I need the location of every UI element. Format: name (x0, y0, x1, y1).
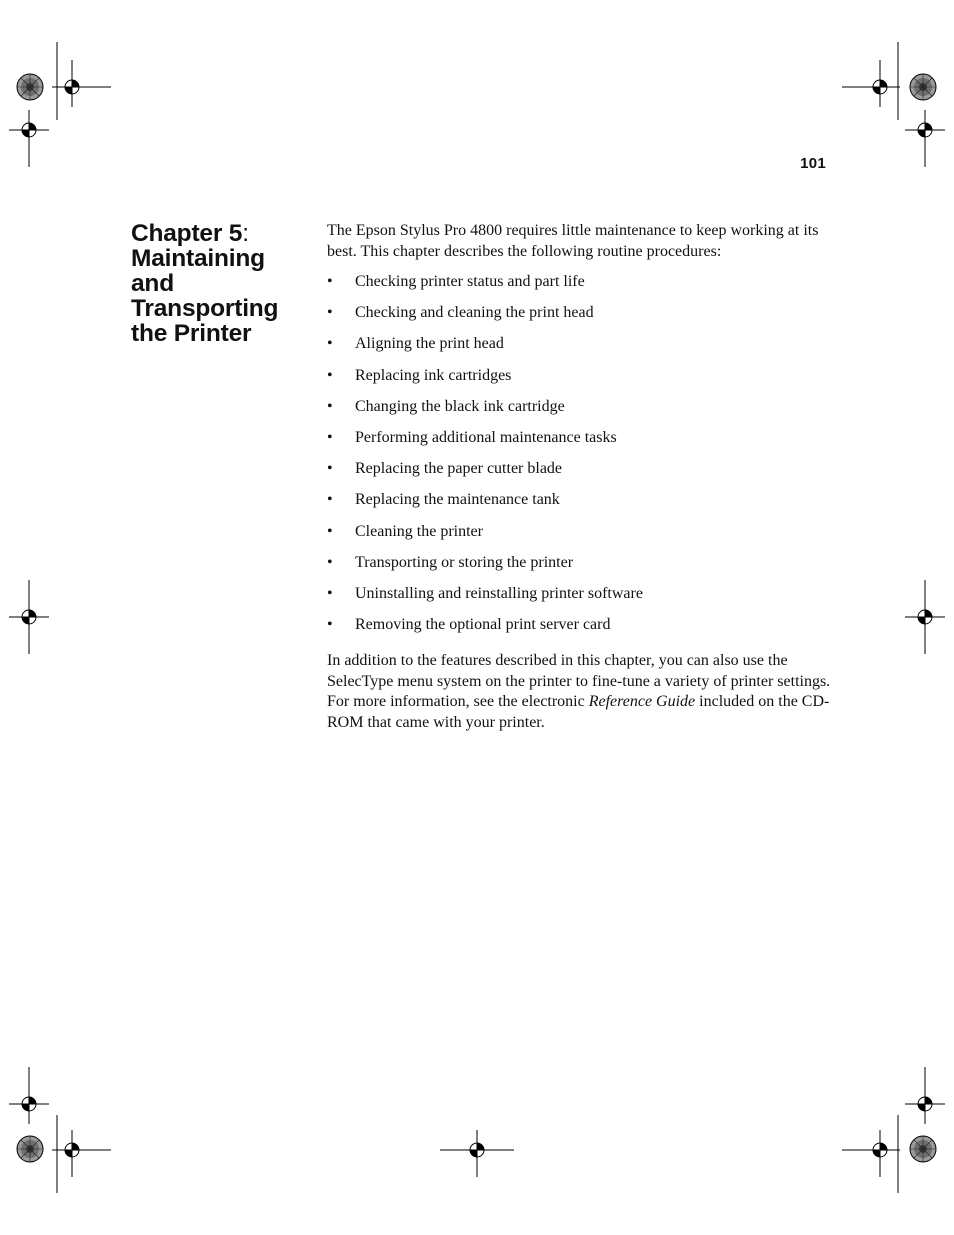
registration-mark-top-left-b (9, 110, 49, 150)
closing-text-start: In addition to the features described in this chapter, you can also use the SelecType menu system on the printer to fine-tune a variety of printer settings. For more information, see the electronic (327, 652, 831, 711)
registration-mark-bottom-left-a (52, 1130, 92, 1170)
chapter-title-line-4: Transporting (131, 295, 279, 322)
closing-text-end: included on the CD-ROM that came with your printer. (327, 693, 830, 731)
list-item-text: Replacing the paper cutter blade (355, 460, 563, 478)
list-item-text: Replacing ink cartridges (355, 366, 512, 384)
closing-paragraph (327, 651, 837, 733)
registration-mark-top-left-a (52, 67, 92, 107)
chapter-title-line-2: Maintaining (131, 245, 265, 272)
registration-mark-top-right-a (860, 67, 900, 107)
registration-mark-middle-left (9, 597, 49, 637)
list-item (327, 303, 837, 334)
list-item-text: Performing additional maintenance tasks (355, 428, 617, 446)
chapter-title-line-3: and (131, 270, 174, 297)
bullet-icon: • (327, 522, 333, 540)
list-item (327, 522, 837, 553)
list-item-text: Cleaning the printer (355, 522, 483, 540)
list-item (327, 366, 837, 397)
list-item-text: Removing the optional print server card (355, 616, 611, 634)
star-target-mark-bottom-left (17, 1136, 43, 1162)
list-item (327, 553, 837, 584)
list-item-text: Checking and cleaning the print head (355, 304, 594, 322)
list-item-text: Replacing the maintenance tank (355, 491, 560, 509)
bullet-icon: • (327, 553, 333, 571)
list-item-text: Checking printer status and part life (355, 273, 585, 290)
registration-mark-top-right-b (905, 110, 945, 150)
registration-mark-bottom-right-a (860, 1130, 900, 1170)
bullet-icon: • (327, 397, 333, 415)
registration-mark-middle-right (905, 597, 945, 637)
page-number: 101 (800, 155, 826, 172)
reference-guide-title: Reference Guide (588, 693, 696, 711)
bullet-icon: • (327, 584, 333, 602)
chapter-body (327, 221, 837, 733)
bullet-icon: • (327, 460, 333, 478)
list-item (327, 334, 837, 365)
list-item-text: Aligning the print head (355, 335, 504, 353)
list-item (327, 615, 837, 646)
chapter-title-line-5: the Printer (131, 320, 252, 347)
chapter-title-line-1 (131, 221, 316, 246)
registration-mark-bottom-right-b (905, 1084, 945, 1124)
list-item (327, 584, 837, 615)
intro-paragraph: The Epson Stylus Pro 4800 requires little maintenance to keep working at its best. This chapter describes the following routine procedures: (327, 222, 819, 260)
bullet-icon: • (327, 366, 333, 384)
procedure-list (327, 272, 837, 646)
list-item (327, 428, 837, 459)
list-item (327, 490, 837, 521)
chapter-title-chapter-label: Chapter 5 (131, 220, 243, 247)
star-target-mark-bottom-right (910, 1136, 936, 1162)
list-item-text: Changing the black ink cartridge (355, 397, 565, 415)
list-item-text: Transporting or storing the printer (355, 553, 574, 571)
list-item-text: Uninstalling and reinstalling printer software (355, 584, 643, 602)
bullet-icon: • (327, 273, 333, 290)
bullet-icon: • (327, 304, 333, 322)
bullet-icon: • (327, 616, 333, 634)
registration-mark-bottom-center (457, 1130, 497, 1170)
bullet-icon: • (327, 491, 333, 509)
chapter-title-colon: : (242, 220, 249, 247)
list-item (327, 272, 837, 303)
list-item (327, 397, 837, 428)
list-item (327, 459, 837, 490)
bullet-icon: • (327, 428, 333, 446)
star-target-mark-top-right (910, 74, 936, 100)
bullet-icon: • (327, 335, 333, 353)
star-target-mark-top-left (17, 74, 43, 100)
registration-mark-bottom-left-b (9, 1084, 49, 1124)
chapter-title (131, 221, 316, 346)
